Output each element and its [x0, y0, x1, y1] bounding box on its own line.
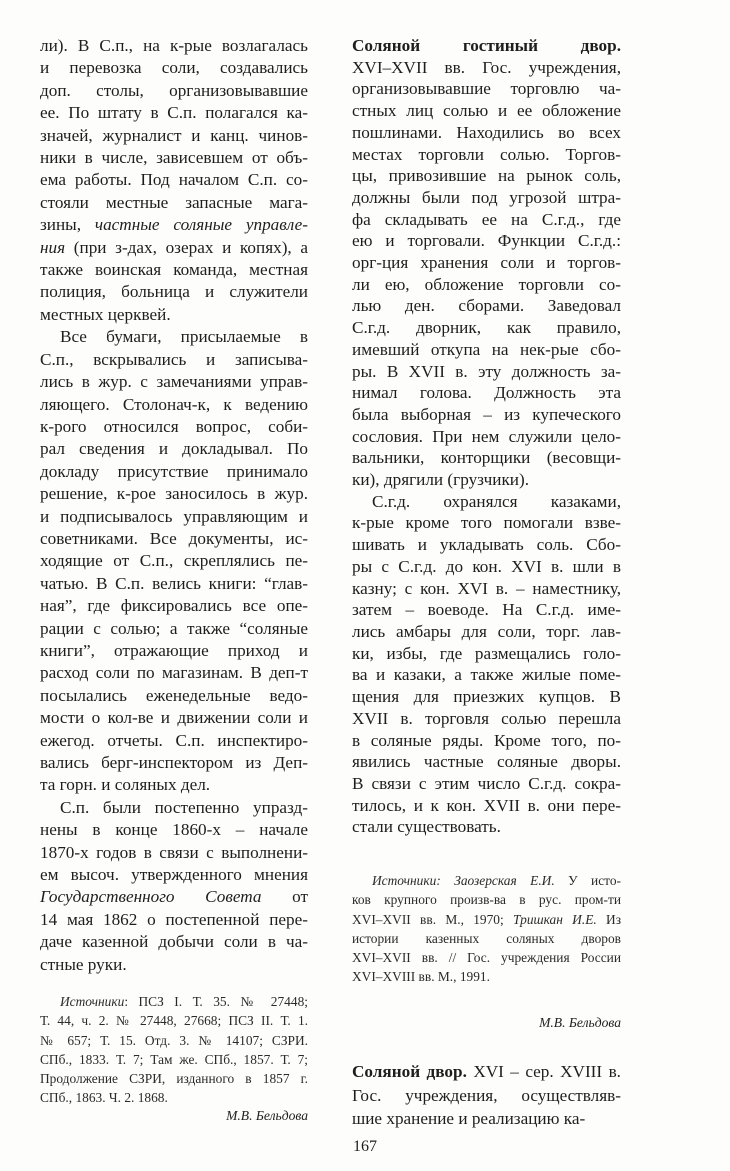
text-line: фа складывать ее на С.г.д., где: [352, 209, 621, 229]
text-line: затем – воеводе. На С.г.д. име-: [352, 600, 621, 620]
text-line: ки, избы, где размещались голо-: [352, 643, 621, 663]
text-line: рал сведения и докладывал. По: [40, 439, 308, 459]
entry-heading: Соляной гостиный двор.: [352, 36, 621, 55]
text-line: [40, 214, 308, 236]
text-line: Гос. учреждения, осуществляв-: [352, 1085, 621, 1105]
text-line: стные руки.: [40, 954, 127, 974]
text-line: рации с солью; а также “соляные: [40, 618, 308, 638]
text-line: казну; с кон. XVI в. – наместнику,: [352, 578, 621, 598]
text-segment: У исто-: [554, 873, 621, 888]
text-segment: XVI – сер. XVIII в.: [466, 1062, 621, 1081]
italic-text: ния: [40, 237, 66, 257]
text-line: сословия. При нем служили цело-: [352, 426, 621, 446]
text-line: лью ден. сборами. Заведовал: [352, 296, 621, 316]
text-line: [40, 886, 308, 908]
text-line: шивать и укладывать соль. Сбо-: [352, 535, 621, 555]
text-line: полиция, больница и служители: [40, 282, 308, 302]
text-line: XVI–XVII вв. Гос. учреждения,: [352, 57, 621, 77]
text-line: цы, привозившие на рынок соль,: [352, 166, 621, 186]
text-line: ли ею, обложение торговли со-: [352, 274, 621, 294]
text-line: мости о кол-ве и движении соли и: [40, 708, 308, 728]
text-line: Продолжение СЗРИ, изданного в 1857 г.: [40, 1071, 308, 1087]
text-line: XVI–XVIII вв. М., 1991.: [352, 969, 490, 985]
text-line: ем высоч. утвержденного мнения: [40, 865, 308, 885]
left-column-sources: [40, 992, 308, 1108]
text-segment: : ПСЗ I. Т. 35. № 27448;: [124, 994, 308, 1009]
text-line: орг-ция хранения соли и торгов-: [352, 253, 621, 273]
text-line: ры. В XVII в. эту должность за-: [352, 361, 621, 381]
text-line: тилось, и к кон. XVII в. они пере-: [352, 795, 621, 815]
text-line: [40, 992, 308, 1011]
left-column-author-signature: М.В. Бельдова: [226, 1108, 308, 1123]
text-line: СПб., 1863. Ч. 2. 1868.: [40, 1090, 168, 1106]
text-line: вальники, конторщики (весовщи-: [352, 448, 621, 468]
text-line: была выборная – из купеческого: [352, 404, 621, 424]
text-line: истории казенных соляных дворов: [352, 930, 621, 946]
text-line: ков крупного произв-ва в рус. пром-ти: [352, 892, 621, 908]
text-line: также воинская команда, местная: [40, 260, 308, 280]
text-line: докладу присутствие принимало: [40, 461, 308, 481]
text-line: ею и торговали. Функции С.г.д.:: [352, 231, 621, 251]
text-line: нимал голова. Должность эта: [352, 383, 621, 403]
text-line: ная”, где фиксировались все опе-: [40, 596, 308, 616]
text-line: В связи с этим число С.г.д. сокра-: [352, 773, 621, 793]
text-line: должны были под угрозой штра-: [352, 187, 621, 207]
text-line: ли). В С.п., на к-рые возлагалась: [40, 36, 308, 55]
left-column-article-text: [40, 35, 308, 976]
text-line: ники в числе, зависевшем от объ-: [40, 148, 308, 168]
text-line: явились частные соляные дворы.: [352, 752, 621, 772]
text-line: С.п., вскрывались и записыва-: [40, 349, 308, 369]
text-line: [352, 35, 621, 57]
text-line: ки), дрягили (грузчики).: [352, 470, 530, 490]
text-line: ежегод. отчеты. С.п. инспектиро-: [40, 730, 308, 750]
text-line: книги”, отражающие приход и: [40, 640, 308, 660]
text-line: доп. столы, организовывавшие: [40, 80, 308, 100]
text-line: ва и казаки, а также жилые поме-: [352, 665, 621, 685]
right-column-article-text: [352, 35, 621, 838]
text-line: посылались еженедельные ведо-: [40, 685, 308, 705]
italic-text: Государственного Совета: [40, 887, 262, 907]
text-line: и перевозка соли, создавались: [40, 58, 308, 78]
text-line: стояли местные запасные мага-: [40, 192, 308, 212]
text-line: XVI–XVII вв. // Гос. учреждения России: [352, 950, 621, 966]
text-line: в соляные ряды. Кроме того, по-: [352, 730, 621, 750]
text-line: ема работы. Под началом С.п. со-: [40, 170, 308, 190]
text-line: лись амбары для соли, торг. лав-: [352, 621, 621, 641]
text-line: значей, журналист и канц. чинов-: [40, 125, 308, 145]
text-line: та горн. и соляных дел.: [40, 775, 211, 795]
right-column-author-signature: М.В. Бельдова: [539, 1015, 621, 1030]
text-line: 1870-х годов в связи с выполнени-: [40, 842, 308, 862]
text-line: Все бумаги, присылаемые в: [60, 327, 308, 347]
text-line: С.г.д. охранялся казаками,: [372, 491, 621, 511]
text-segment: от: [261, 887, 308, 907]
italic-text: Тришкан И.Е.: [513, 911, 597, 927]
text-line: вались берг-инспектором из Деп-: [40, 753, 308, 772]
text-line: ходящие от С.п., скреплялись пе-: [40, 551, 308, 571]
text-line: Т. 44, ч. 2. № 27448, 27668; ПСЗ II. Т. 1.: [40, 1013, 308, 1029]
text-line: СПб., 1833. Т. 7; Там же. СПб., 1857. Т. 7;: [40, 1051, 308, 1067]
text-line: С.г.д. дворник, как правило,: [352, 318, 621, 338]
text-line: стали существовать.: [352, 817, 501, 837]
text-segment: зины,: [40, 215, 95, 235]
text-segment: Из: [596, 911, 621, 927]
text-line: местных церквей.: [40, 304, 171, 324]
text-line: к-рого относился вопрос, соби-: [40, 416, 308, 436]
text-segment: XVI–XVII вв. М., 1970;: [352, 911, 514, 927]
text-line: щения для приезжих купцов. В: [352, 687, 621, 707]
text-line: советниками. Все документы, ис-: [40, 528, 308, 548]
page-number: 167: [353, 1138, 377, 1155]
text-line: № 657; Т. 15. Отд. 3. № 14107; СЗРИ.: [40, 1032, 308, 1048]
text-line: ляющего. Столонач-к, к ведению: [40, 394, 308, 414]
entry-heading: Соляной двор.: [352, 1062, 467, 1081]
italic-text: Источники: Заозерская Е.И.: [372, 873, 555, 888]
text-line: чатью. В С.п. велись книги: “глав-: [40, 573, 308, 593]
text-line: расход соли по магазинам. В деп-т: [40, 663, 308, 683]
text-line: организовывавшие торговлю ча-: [352, 79, 621, 99]
text-line: имевший откупа на нек-рые сбо-: [352, 339, 621, 359]
text-line: решение, к-рое заносилось в жур.: [40, 484, 308, 504]
text-line: [352, 871, 621, 890]
text-line: 14 мая 1862 о постепенной пере-: [40, 909, 308, 929]
text-line: [352, 1060, 621, 1084]
text-segment: (при з-дах, озерах и копях), а: [65, 237, 308, 257]
text-line: и подписывалось управляющим и: [40, 506, 308, 526]
text-line: к-рые кроме того помогали взве-: [352, 513, 621, 533]
text-line: местах торговли солью. Торгов-: [352, 144, 621, 164]
text-line: С.п. были постепенно упразд-: [60, 797, 308, 817]
text-line: нены в конце 1860-х – начале: [40, 820, 308, 840]
text-line: лись в жур. с замечаниями управ-: [40, 372, 308, 392]
text-line: стных лиц солью и ее обложение: [352, 101, 621, 121]
text-line: [352, 910, 621, 929]
text-line: даче казенной добычи соли в ча-: [40, 932, 308, 952]
text-line: XVII в. торговля солью перешла: [352, 708, 621, 728]
italic-text: Источники: [60, 994, 125, 1009]
text-line: [40, 237, 308, 259]
text-line: шие хранение и реализацию ка-: [352, 1109, 586, 1129]
text-line: ры с С.г.д. до кон. XVI в. шли в: [352, 556, 621, 576]
right-column-sources: [352, 871, 621, 987]
text-line: пошлинами. Находились во всех: [352, 122, 621, 142]
text-line: ее. По штату в С.п. полагался ка-: [40, 103, 308, 123]
italic-text: частные соляные управле-: [94, 215, 309, 235]
next-entry-text: [352, 1060, 621, 1131]
